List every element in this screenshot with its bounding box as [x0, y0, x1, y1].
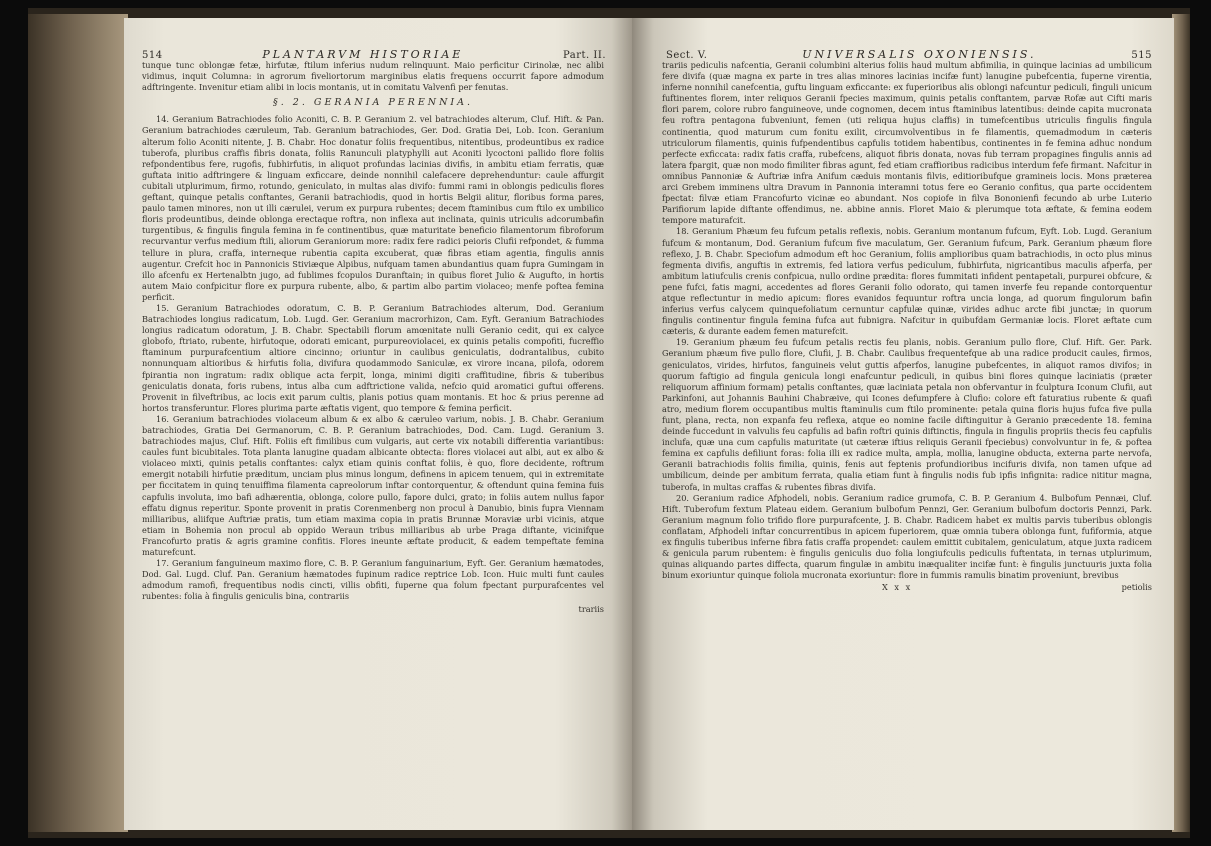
paragraph-19: 19. Geranium phæum feu fufcum petalis rectis feu planis, nobis. Geranium pullo flore, Cluf. Hift. Ger. Park. Geranium phæum five pullo flore, Clufii, J. B. Chabr. Caulibus frequentefque ab una radice producit caules, firmos, geniculatos, virides, hirfutos, fanguineis velut guttis afperfos, lanugine pubefcentes, in aliquot ramos divifos; in quorum faftigio ad fingula genicula longi enafcuntur pediculi, in quibus bini flores quinque laciniatis (præter reliquorum affinium formam) petalis conftantes, quæ laciniata petala non obfervantur in fculptura Iconum Clufii, aut Parkinfoni, aut Johannis Bauhini Chabræive, qui Icones defumpfere à Clufio: colore eft faturatius rubente & quafi atro, medium florem occupantibus multis ftaminulis cum ftilo prominente: petala quina floris hujus fufca five pulla funt, plana, recta, non expanfa feu reflexa, atque eo nomine facile diftinguitur à Geranio præcedente 18. femina deinde fuccedunt in valvulis feu capfulis ad bafin roftri quinis diftinctis, fingula in fingulis propriis thecis feu capfulis inclufa, quæ una cum capfulis maturitate (ut cæteræ iftius reliquis Geranii fpeciebus) convolvuntur in fe, & poftea femina ex capfulis defiliunt foras: folia illi ex radice multa, ampla, mollia, lanugine obducta, externa parte nervofa, Geranii batrachiodis foliis fimilia, quinis, fenis aut feptenis profundioribus incifuris divifa, non tamen ufque ad umbilicum, deinde per ambitum ferrata, qualia etiam funt à fingulis nodis fub ipfis infignita: radice nititur magna, tuberofa, in multas craffas & rubentes fibras divifa. — [662, 337, 1152, 492]
page-number: 514 — [142, 50, 163, 61]
running-title: PLANTARVM HISTORIAE — [262, 48, 464, 61]
page-edges-right — [1172, 14, 1190, 832]
paragraph-16: 16. Geranium batrachiodes violaceum album & ex albo & cæruleo varium, nobis. J. B. Chabr. Geranium batrachiodes, Gratia Dei Germanorum, C. B. P. Geranium batrachiodes, Dod. Cam. Lugd. Geranium 3. batrachiodes majus, Cluf. Hift. Foliis eft fimilibus cum vulgaris, aut certe vix notabili differentia variantibus: caules funt bicubitales. Tota planta lanugine quadam albicante obtecta: flores violacei aut albi, aut ex albo & violaceo mixti, quinis petalis conftantes: calyx etiam quinis conftat foliis, è quo, flore decidente, roftrum emergit notabili hirfutie præditum, unciam plus minus longum, definens in apicem tenuem, qui in extremitate per ficcitatem in quinq tenuiffima filamenta capreolorum inftar contorquentur, & oftendunt quina femina fuis capfulis involuta, imo bafi adhærentia, oblonga, colore pullo, fapore dulci, grato; in foliis autem nullus fapor effatu dignus reperitur. Sponte provenit in pratis Corenmenberg non procul à Danubio, binis fupra Viennam milliaribus, aliifque Auftriæ pratis, tum etiam maxima copia in pratis Brunnæ Moraviæ urbi vicinis, atque etiam in Bohemia non procul ab oppido Weraun tribus milliaribus ab urbe Praga diftante, vicinifque Francofurto pratis & agris gramine confitis. Flores ineunte æftate producit, & eadem tempeftate femina maturefcunt. — [142, 413, 604, 558]
part-label: Part. II. — [563, 50, 606, 61]
paragraph-20: 20. Geranium radice Afphodeli, nobis. Geranium radice grumofa, C. B. P. Geranium 4. Bulbofum Pennæi, Cluf. Hift. Tuberofum fextum Plateau eidem. Geranium bulbofum Pennzi, Ger. Geranium bulbofum doctoris Pennzi, Park. Geranium magnum folio trifido flore purpurafcente, J. B. Chabr. Radicem habet ex multis parvis tuberibus oblongis conflatam, Afphodeli inftar concurrentibus in apicem fuperiorem, quæ omnia tubera oblonga funt, fufiformia, atque ex fingulis tuberibus inferne fibra fatis craffa propendet: caulem emittit cubitalem, geniculatum, atque juxta radicem & genicula parum rubentem: è fingulis geniculis duo folia longiufculis pediculis fuftentata, in ternas utplurimum, quinas aliquando partes diffecta, quarum fingulæ in ambitu inæqualiter incifæ funt: è fingulis junctuuris juxta folia binum exoriuntur quinque foliola mucronata exoriuntur: flore in fummis ramulis binatim proveniunt, brevibus — [662, 492, 1152, 581]
paragraph-14: 14. Geranium Batrachiodes folio Aconiti, C. B. P. Geranium 2. vel batrachiodes alterum, Cluf. Hift. & Pan. Geranium batrachiodes cæruleum, Tab. Geranium batrachiodes, Ger. Dod. Gratia Dei, Lob. Icon. Geranium alterum folio Aconiti nitente, J. B. Chabr. Hoc donatur foliis frequentibus, nitentibus, prodeuntibus ex radice tuberofa, pluribus craffis fibris donata, foliis Ranunculi platyphylli aut Aconiti lycoctoni pallido flore foliis refpondentibus fere, rugofis, fubhirfutis, in aliquot profundas lacinias divifis, in ambitu etiam ferratis, quæ guftata initio adftringere & linguam exficcare, deinde nonnihil calefacere deprehenduntur: caule affurgit cubitali utplurimum, firmo, rotundo, geniculato, in multas alas divifo: fummi rami in oblongis pediculis flores geftant, quinque petalis conftantes, Geranii batrachiodis, quod in hortis Belgii alitur, floribus forma pares, paulo tamen minores, non ut illi cærulei, verum ex purpura rubentes; decem ftaminibus cum ftilo ex umbilico floris prodeuntibus, deinde oblonga erectaque roftra, non inflexa aut inclinata, quinis utriculis adcorumbafin turgentibus, & fingulis fingula femina in fe continentibus, quæ maturitate beneficio filamentorum fibroforum recurvantur verfus medium ftili, aliorum Geraniorum more: radix fere radici peioris Clufii refpondet, & fumma tellure in plura, craffa, interneque rubentia capita excuberat, quæ fibras etiam agentia, fingulis annis augentur. Crefcit hoc in Pannonicis Stiviæque Alpibus, nufquam tamen abundantius quam fupra Gumingam in illo afcenfu ex Hertenalbtn jugo, ad fublimes fcopulos Duranftain; in quibus floret Julio & Augufto, in hortis autem Maio confpicitur flore ex purpura rubente, albo, & partim albo partim violaceo; menfe poftea femina perficit. — [142, 114, 604, 302]
intro-paragraph: trariis pediculis nafcentia, Geranii columbini alterius foliis haud multum abfimilia, in quinque lacinias ad umbilicum fere divifa (quæ magna ex parte in tres alias minores lacinias incifæ funt) lanugine pubefcentia, fuperne virentia, inferne nonnihil canefcentia, guftu linguam exficcante: ex fuperioribus alis oblongi nafcuntur pediculi, finguli unicum fuftinentes florem, inter reliquos Geranii fpecies maximum, quinis petalis conftantem, parvæ Rofæ aut Cifti maris flori parem, colore rubro fanguineove, unde cognomen, decem intus ftaminibus latentibus: deinde capita mucronata feu roftra pentagona fubveniunt, femen (uti reliqua hujus claffis) in tumefcentibus utriculis fingulis fingula continentia, quod maturum cum fonitu exilit, circumvolventibus in fe filamentis, quemadmodum in cæteris utriculorum filamentis, quinis fufpendentibus capfulis totidem habentibus, continentes in fe femina adhuc nondum perfecte exficcata: radix fatis craffa, rubefcens, aliquot fibris donata, novas fub terram propagines fingulis annis ad latera fpargit, quæ non modo fimiliter fibras agunt, fed etiam craffioribus radicibus interdum fefe firmant. Nafcitur in omnibus Pannoniæ & Auftriæ infra Anifum cæduis montanis filvis, editioribufque gramineis locis. Mons præterea arci Grebem imminens ultra Dravum in Pannonia interamni totus fere eo Geranio confitus, qua parte occidentem fpectat: filvæ etiam Francofurto vicinæ eo abundant. Nos copiofe in filva Bononienfi fecundo ab urbe Luterio Parifiorum lapide diftante offendimus, ne. abbine annis. Floret Maio & plerumque tota æftate, & femina eodem tempore maturafcit. — [662, 60, 1152, 226]
paragraph-15: 15. Geranium Batrachiodes odoratum, C. B. P. Geranium Batrachiodes alterum, Dod. Geranium Batrachiodes longius radicatum, Lob. Lugd. Ger. Geranium macrorhizon, Cam. Eyft. Geranium Batrachiodes longius radicatum odoratum, J. B. Chabr. Spectabili florum amœnitate nulli Geranio cedit, qui ex calyce globofo, ftriato, rubente, hirfutoque, odorati emicant, purpureoviolacei, ex quinis petalis compofiti, fucreffio ftaminum purpurafcentium altiore cincinno; oriuntur in caulibus geniculatis, dodrantalibus, cubito nonnunquam altioribus & hirfutis folia, divifura quodammodo Saniculæ, ex virore incana, pilofa, odorem fpirantia non ingratum: radix oblique acta ferpit, longa, minimi digiti craffitudine, fibris & tuberibus geniculatis donata, foris rubens, intus alba cum adftrictione valida, nefcio quid aromatici guftui offerens. Provenit in filveftribus, ac locis exit parum cultis, planis potius quam montanis. Et hoc & prius perenne ad hortos transferuntur. Flores plurima parte æftatis vigent, quo tempore & femina perficit. — [142, 302, 604, 413]
open-book — [28, 8, 1190, 838]
right-page-text — [662, 60, 1152, 594]
left-page — [124, 18, 632, 830]
page-number: 515 — [1131, 50, 1152, 61]
right-page-footer — [662, 582, 1152, 593]
signature-mark: X x x — [882, 582, 913, 593]
running-title: UNIVERSALIS OXONIENSIS. — [802, 48, 1037, 61]
paragraph-18: 18. Geranium Phæum feu fufcum petalis reflexis, nobis. Geranium montanum fufcum, Eyft. Lob. Lugd. Geranium fufcum & montanum, Dod. Geranium fufcum five maculatum, Ger. Geranium fufcum, Park. Geranium phæum flore reflexo, J. B. Chabr. Speciofum admodum eft hoc Geranium, foliis amplioribus quam batrachiodis, in octo plus minus fegmenta divifis, anguftis in extremis, fed latiora verfus pediculum, fubhirfuta, nigricantibus maculis afperfa, per ambitum latiufculis crenis confpicua, nullo ordine prædita: flores fummitati infident pentapetali, purpurei obfcure, & pene fufci, fatis magni, accedentes ad flores Geranii folio odorato, qui tamen inverfe feu repande contorquentur atque reflectuntur in medio apicum: flores evanidos fequuntur roftra uncia longa, ad quorum fingulorum bafin inferius verfus calycem quinquefoliatum cernuntur capfulæ quinæ, virides adhuc arcte fibi junctæ; in quorum fingulis continentur fingula femina fufca aut fubnigra. Nafcitur in quibufdam Germaniæ locis. Floret æftate cum cæteris, & durante eadem femen maturefcit. — [662, 226, 1152, 337]
section-label: Sect. V. — [666, 50, 708, 61]
left-page-footer — [142, 604, 604, 615]
left-page-text — [142, 60, 604, 615]
intro-paragraph: tunque tunc oblongæ fetæ, hirfutæ, ftilum inferius nudum relinquunt. Maio perficitur Cirinolæ, nec alibi vidimus, inquit Columna: in agrorum fiveliortorum marginibus elatis frequens occurrit fapore admodum adftringente. Invenitur etiam alibi in locis montanis, ut in comitatu Valvenfi per fenutas. — [142, 60, 604, 93]
catchword: petiolis — [1121, 582, 1152, 593]
right-page — [632, 18, 1174, 830]
page-edges-left — [28, 14, 128, 832]
section-heading: §. 2. GERANIA PERENNIA. — [272, 97, 474, 109]
catchword: trariis — [578, 603, 604, 614]
paragraph-17: 17. Geranium fanguineum maximo flore, C. B. P. Geranium fanguinarium, Eyft. Ger. Geranium hæmatodes, Dod. Gal. Lugd. Cluf. Pan. Geranium hæmatodes fupinum radice reptrice Lob. Icon. Huic multi funt caules admodum ramofi, frequentibus nodis cincti, villis obfiti, fuperne qua folum fpectant purpurafcentes vel rubentes: folia à fingulis geniculis bina, contrariis — [142, 558, 604, 602]
